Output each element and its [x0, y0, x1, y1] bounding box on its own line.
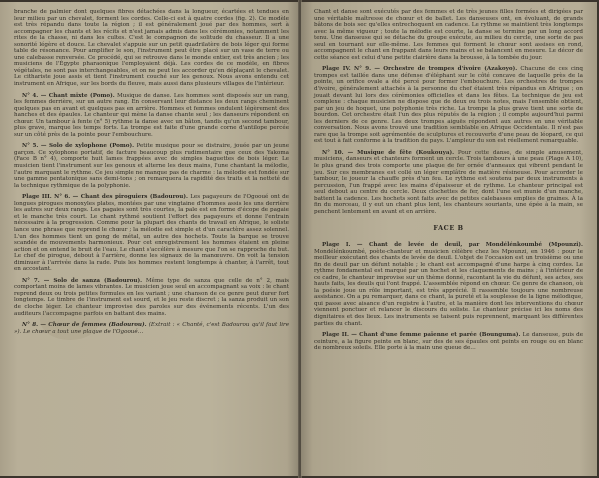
left-page-text — [14, 9, 289, 335]
item-paragraph — [14, 93, 289, 139]
item-title: N° 5. — Solo de xylophone (Pomo). — [22, 143, 135, 150]
item-text: Les pagayeurs de l'Ogooué ont de longues pirogues monoxyles plates, montées par une vingtaine d'hommes assis les uns derrière les autres sur deux rangs. Les pagaies sont très courtes, la pale est en forme d'écope de pagaie et le manche très court. Le chant rythmé soutient l'effort des pagayeurs et donne l'entrain nécessaire à la progression. Comme pour la plupart des chants de travail en Afrique, le soliste lance une phrase que reprend le chœur ; la mélodie est simple et d'un caractère assez solennel. L'un des hommes tient un gong de métal, un autre des hochets. Toute la barque se trouve scandée de mouvements harmonieux. Pour cet enregistrement les hommes étaient en pleine action et on entend le bruit de l'eau. Le chant s'accélère à mesure que l'on se rapproche du but. Le chef de pirogue, debout à l'arrière, donne les signaux de la manœuvre. On voit la tension diminuer à l'arrivée dans la rade. Puis les hommes restent longtemps à chanter, à l'arrêt, tout en accostant. — [14, 194, 289, 273]
right-intro-paragraph: Chant et danse sont exécutés par des femmes et de très jeunes filles formées et dirigées par une véritable maîtresse de chœur et de ballet. Les danseuses ont, en évoluant, de grands bâtons de bois sec qu'elles entrechoquent en cadence. Le rythme se maintient très longtemps avec la même vigueur ; toute la mélodie est courte, la danse se termine par un long accord tenu. Une danseuse qui se détache du groupe exécute, au milieu du cercle, une sorte de pas seul en tournant sur elle-même. Les femmes qui forment le chœur sont assises en rond, accompagnent le chant en frappant dans leurs mains et se balancent en mesure. Le décor de cette séance est celui d'une petite clairière dans la brousse, à la tombée du jour. — [314, 9, 583, 61]
item-text: Pour cette danse, de simple amusement, musiciens, danseurs et chanteurs forment un cercle. Trois tambours à une peau (Plage A 10), le plus grand des trois comporte une plaque de fer ornée d'anneaux qui vibrent pendant le jeu. Sur ces membranes est collé un léger emplâtre de matière résineuse. Pour accorder le tambour, le joueur la chauffe près d'un feu. Le rythme est soutenu par deux instruments à percussion, l'un frappé avec les mains d'épaisseur et de rythme. Le chanteur principal est seul debout au centre du cercle. Deux clochettes de fer, dont l'une est munie d'un manche, battent la cadence. Les hochets sont faits avec de petites calebasses emplies de graines. À la fin du morceau, il y eut un chant plus lent, les chanteurs souriants, une épée à la main, se penchent lentement en avant et en arrière. — [314, 149, 584, 215]
paper-stain — [420, 120, 500, 170]
item-text: Le danseuse, puis de ceinture, a la figure peinte en blanc, sur des de ses épaules ont peints en rouge ou en blanc de nombreux soleils. Elle porte à la main une queue de… — [314, 332, 584, 352]
item-text: Chacune de ces cinq trompes est taillée dans une défense d'éléphant sur le côté concave de laquelle près de la pointe, un orifice ovale a été percé pour former l'embouchure. Les orchestres de trompes d'ivoire, généralement attachés à la personne du chef étaient très répandus en Afrique ; on jouait devant lui lors des cérémonies officielles et dans les fêtes. La technique de jeu est complexe : chaque musicien ne dispose que de deux ou trois notes, mais l'ensemble obtient, par un jeu de hoquet, une polyphonie très riche. La trompe la plus grave tient une sorte de bourdon. Cet orchestre était l'un des plus réputés de la région ; il compte aujourd'hui parmi les derniers de ce genre. Les deux trompes aiguës répondent aux autres en une véritable conversation. Nous avons trouvé une tradition semblable en Afrique Occidentale. Il n'est pas rare que la trompe soit agrémentée de sculptures et recouverte d'une peau de léopard, ce qui est tout à fait conforme à la tradition du pays. L'ampleur du son est réellement remarquable. — [314, 66, 584, 145]
item-title: N° 4. — Chant mixte (Pomo). — [22, 92, 115, 99]
item-title: N° 7. — Solo de sanza (Badourou). — [22, 277, 143, 284]
left-intro-paragraph: branche de palmier dont quelques fibres détachées dans la longueur, écartées et tendues en leur milieu par un chevalet, forment les cordes. Celle-ci est à quatre cordes (fig. 2). Ce modèle est très répandu dans toute la région ; il est généralement joué par des hommes, sert à accompagner les chants et les récits et n'est jamais admis dans les cérémonies, notamment les rites de la chasse, ni dans les cultes. C'est le compagnon de solitude du chasseur. Il a une sonorité légère et douce. Le chevalet s'appuie sur un petit quadrilatère de bois léger qui forme table de résonance. Pour amplifier le son, l'instrument peut être placé sur un vase de terre ou une calebasse renversée. Ce procédé, qui se retrouve dans le monde entier, est très ancien ; les musiciens de l'Égypte pharaonique l'employaient déjà. Les cordes de ce modèle, en fibres végétales, ne sont pas interchangeables, et on ne peut les accorder qu'en déplaçant le chevalet. Le cithariste joue assis et tient l'instrument couché sur les genoux. Nous avons entendu cet instrument en Afrique, sur les bords du fleuve, mais aussi dans plusieurs villages de l'intérieur. — [14, 9, 289, 88]
item-paragraph — [314, 332, 583, 352]
item-title: Plage I. — Chant de levée de deuil, par Mondélénkoumbé (Mpounzi). — [322, 241, 583, 248]
right-page-text — [314, 9, 583, 352]
face-b-heading: FACE B — [433, 224, 464, 233]
right-page — [301, 2, 597, 476]
item-title: Plage III. N° 6. — Chant des piroguiers (Badourou). — [22, 194, 188, 201]
item-paragraph — [14, 143, 289, 189]
item-text: Même type de sanza que celle de n° 2, mais comportant moins de lames vibrantes. Le musicien joue seul en accompagnant sa voix : le chant reprend deux ou trois petites formules en les variant ; une chanson de ce genre peut durer fort longtemps. Le timbre de l'instrument est sourd, et le jeu reste discret ; la sanza produit un son de cloche léger. Le chanteur improvise des paroles sur des événements récents. L'un des auditeurs l'accompagne parfois en battant des mains. — [14, 277, 289, 317]
item-paragraph — [14, 194, 289, 273]
item-text: Mondélénkoumbé, poète-chanteur et musicien célèbre chez les Mpounzi, en 1946 : pour le meilleur exécutant des chants de levée de deuil. L'objet de l'occasion est un troisième ou une fin de deuil par un défunt notable ; le chant est accompagné d'une harpe à cinq cordes. Le rythme fondamental est marqué par un hochet et les claquements de mains ; à l'intérieur de ce cadre, le chanteur improvise sur un thème donné, racontant la vie du défunt, ses actes, ses hauts faits, les deuils qui l'ont frappé. L'assemblée répond en chœur. Ce genre de chanson, où la poésie joue un rôle important, est très apprécié. Il rassemble toujours une nombreuse assistance. On a pu remarquer, dans ce chant, la pureté et la souplesse de la ligne mélodique, qui passe avec aisance d'un registre à l'autre, et la manière dont les interventions du chœur viennent ponctuer et relancer le discours du soliste. Le chanteur précise ici les noms des dignitaires et des lieux. Les instruments se taisent puis reprennent, marquant les différentes parties du chant. — [314, 248, 583, 327]
paper-stain — [40, 300, 100, 340]
item-title: Plage IV. N° 9. — Orchestre de trompes d'ivoire (Azakoyo). — [322, 66, 518, 73]
item-text: Petite musique pour se distraire, jouée par un jeune garçon. Ce xylophone portatif, de facture beaucoup plus rudimentaire que ceux des Yakoma (Face B n° 4), comporte huit lames frappées avec de simples baguettes de bois léger. Le musicien tient l'instrument sur les genoux et alterne les deux mains, l'une chantant la mélodie, l'autre marquant le rythme. Ce jeu simple ne manque pas de charme : la mélodie est fondée sur une gamme pentatonique sans demi-tons ; on remarquera la rapidité des traits et la netteté de la technique rythmique de la polyphonie. — [14, 143, 290, 189]
item-title: N° 8. — Chœur de femmes (Badourou). — [22, 322, 147, 329]
item-text: (Extrait : « Chanté, c'est Badourou qu'il faut lire »). Le chœur a tout une plaque de l'Ogooué… — [14, 322, 290, 335]
item-title: N° 10. — Musique de fête (Koukouya). — [322, 149, 455, 156]
left-page — [0, 2, 299, 476]
item-text: Musique de danse. Les hommes sont disposés sur un rang, les femmes derrière, sur un autre rang. En conservant leur distance les deux rangs cheminent quelques pas en avant et quelques pas en arrière. Hommes et femmes ondulent légèrement des hanches et des épaules. Le chanteur qui mène la danse chante seul ; les danseurs répondent en chœur. Un tambour à fente (n° 5) rythme la danse avec un bâton, tandis qu'un second tambour, plus grave, marque les temps forts. La trompe est faite d'une grande corne d'antilope percée sur un côté près de la pointe pour l'embouchure. — [14, 92, 289, 138]
item-title: Plage II. — Chant d'une femme païenne et parée (Bounguma). — [322, 332, 521, 339]
item-paragraph — [314, 242, 583, 327]
